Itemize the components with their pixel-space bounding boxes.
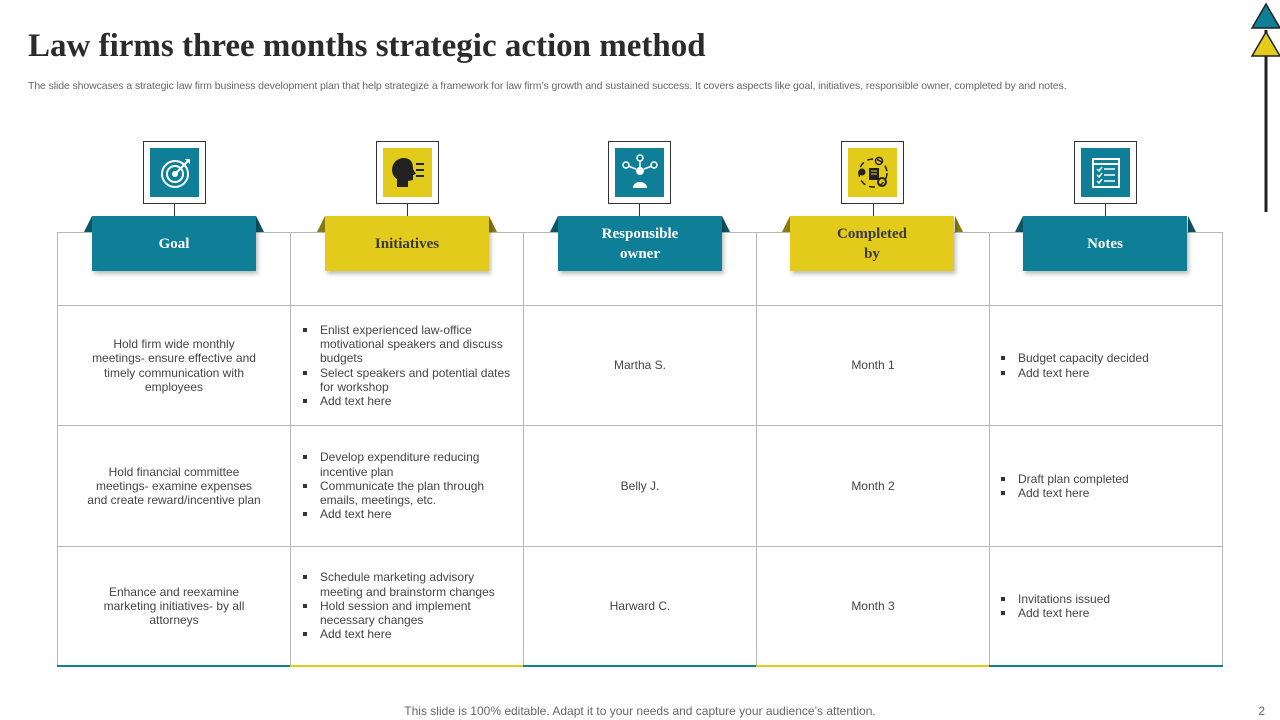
tab-fold — [256, 216, 264, 232]
icon-connector — [174, 204, 175, 216]
notes-list — [998, 472, 1129, 501]
network-person-icon — [615, 148, 664, 197]
tab-fold — [84, 216, 92, 232]
page-number: 2 — [1258, 704, 1265, 718]
list-item: Invitations issued — [998, 592, 1110, 606]
initiatives-list — [300, 570, 520, 641]
list-item: Enlist experienced law-office motivational speakers and discuss budgets — [300, 323, 520, 366]
notes-icon-frame — [1074, 141, 1137, 204]
initiatives-cell — [300, 547, 520, 665]
goal-cell: Enhance and reexamine marketing initiatives- by all attorneys — [103, 584, 245, 628]
completed-cell: Month 2 — [851, 478, 895, 493]
notes-list — [998, 351, 1149, 380]
list-item: Communicate the plan through emails, meetings, etc. — [300, 479, 520, 508]
initiatives-list — [300, 323, 520, 409]
header-responsible-owner: Responsible owner — [558, 216, 722, 271]
corner-arrow-decoration — [1240, 0, 1280, 215]
tab-fold — [1188, 216, 1196, 232]
icon-connector — [639, 204, 640, 216]
target-icon — [150, 148, 199, 197]
list-item: Add text here — [300, 507, 520, 521]
owner-cell: Belly J. — [620, 478, 660, 493]
bottom-accent-teal — [989, 665, 1223, 667]
completed-icon-frame — [841, 141, 904, 204]
tab-fold — [782, 216, 790, 232]
notes-cell — [998, 547, 1218, 665]
header-initiatives: Initiatives — [325, 216, 489, 271]
list-item: Schedule marketing advisory meeting and brainstorm changes — [300, 570, 520, 599]
initiatives-list — [300, 450, 520, 521]
column-divider — [290, 232, 291, 667]
completed-cell: Month 1 — [851, 358, 895, 373]
list-item: Hold session and implement necessary changes — [300, 599, 520, 628]
owner-cell: Harward C. — [609, 598, 671, 613]
goal-cell: Hold firm wide monthly meetings- ensure effective and timely communication with employees — [92, 336, 256, 394]
header-notes: Notes — [1023, 216, 1187, 271]
bottom-accent-teal — [57, 665, 290, 667]
footer-note: This slide is 100% editable. Adapt it to your needs and capture your audience’s attention. — [404, 704, 876, 718]
bottom-accent-teal — [523, 665, 756, 667]
gear-cycle-icon — [848, 148, 897, 197]
list-item: Add text here — [998, 366, 1149, 380]
header-goal: Goal — [92, 216, 256, 271]
initiatives-cell — [300, 306, 520, 425]
owner-icon-frame — [608, 141, 671, 204]
goal-icon-frame — [143, 141, 206, 204]
list-item: Select speakers and potential dates for workshop — [300, 366, 520, 395]
tab-fold — [317, 216, 325, 232]
icon-connector — [1105, 204, 1106, 216]
goal-cell: Hold financial committee meetings- examine expenses and create reward/incentive plan — [87, 464, 261, 508]
list-item: Budget capacity decided — [998, 351, 1149, 365]
tab-fold — [550, 216, 558, 232]
owner-cell: Martha S. — [613, 358, 667, 373]
list-item: Add text here — [300, 394, 520, 408]
tab-fold — [1015, 216, 1023, 232]
column-divider — [989, 232, 990, 667]
tab-fold — [489, 216, 497, 232]
header-completed-by: Completed by — [790, 216, 954, 271]
list-item: Add text here — [998, 606, 1110, 620]
tab-fold — [955, 216, 963, 232]
page-subtitle: The slide showcases a strategic law firm business development plan that help strategize a framework for law firm’s growth and sustained success. It covers aspects like goal, initiatives, responsible owner, completed by and notes. — [28, 80, 1067, 92]
notes-cell — [998, 426, 1218, 546]
list-item: Add text here — [998, 486, 1129, 500]
checklist-icon — [1081, 148, 1130, 197]
head-ideas-icon — [383, 148, 432, 197]
notes-list — [998, 592, 1110, 621]
list-item: Develop expenditure reducing incentive plan — [300, 450, 520, 479]
page-title: Law firms three months strategic action method — [28, 28, 706, 64]
icon-connector — [873, 204, 874, 216]
list-item: Draft plan completed — [998, 472, 1129, 486]
initiatives-icon-frame — [376, 141, 439, 204]
icon-connector — [407, 204, 408, 216]
bottom-accent-yellow — [756, 665, 989, 667]
completed-cell: Month 3 — [851, 598, 895, 613]
list-item: Add text here — [300, 627, 520, 641]
tab-fold — [722, 216, 730, 232]
initiatives-cell — [300, 426, 520, 546]
bottom-accent-yellow — [290, 665, 523, 667]
notes-cell — [998, 306, 1218, 425]
